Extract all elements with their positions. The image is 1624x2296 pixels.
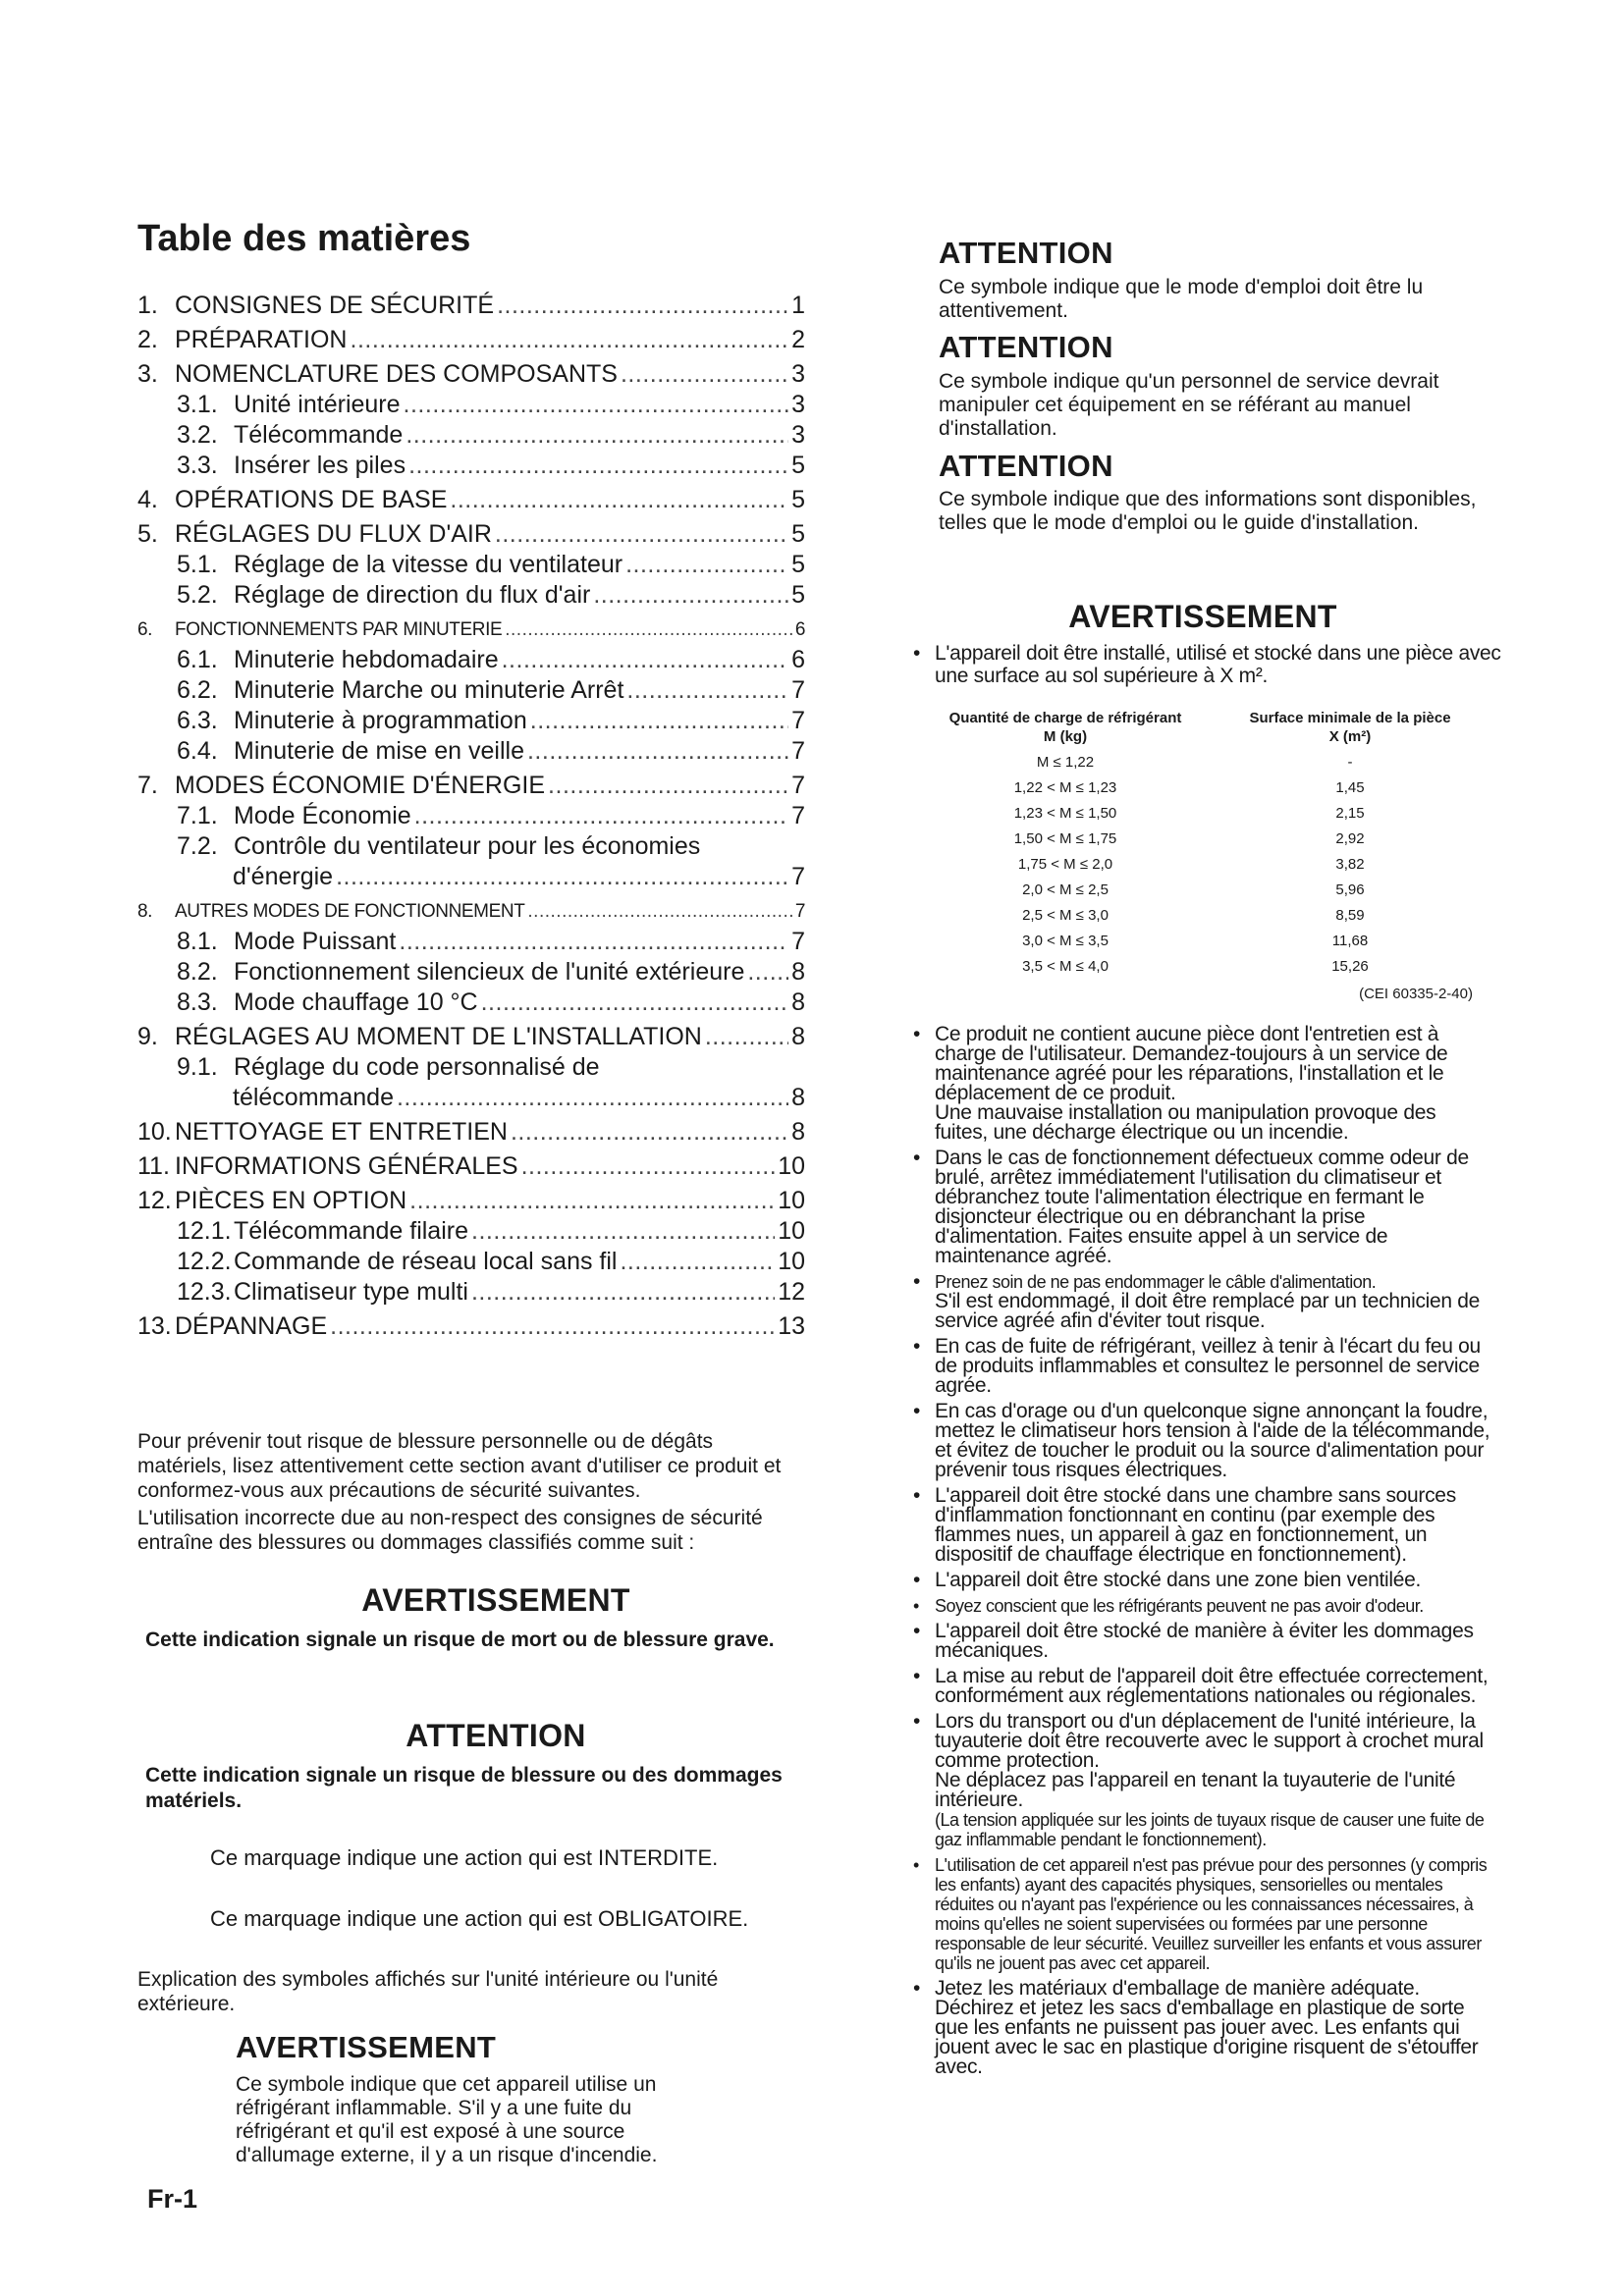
safety-bullet: • L'appareil doit être stocké dans une zone bien ventilée. <box>913 1571 1492 1590</box>
table-reference: (CEI 60335-2-40) <box>1359 986 1473 1002</box>
toc-leader-dots <box>593 580 788 611</box>
toc-entry-page: 8 <box>791 988 805 1016</box>
toc-entry-page: 10 <box>778 1152 805 1180</box>
toc-entry-number: 8. <box>137 901 153 922</box>
toc-entry-page: 3 <box>791 391 805 418</box>
safety-bullet: • Soyez conscient que les réfrigérants peuvent ne pas avoir d'odeur. <box>913 1596 1492 1616</box>
table-row <box>923 852 1492 878</box>
toc-entry-page: 3 <box>791 421 805 449</box>
toc-leader-dots <box>530 706 788 736</box>
table-cell-charge: 2,0 < M ≤ 2,5 <box>1022 881 1109 898</box>
toc-entry[interactable] <box>137 1151 805 1182</box>
toc-entry-page: 8 <box>791 1084 805 1111</box>
attention-heading-3: ATTENTION <box>939 449 1113 483</box>
toc-entry-label: Minuterie de mise en veille <box>234 737 524 765</box>
toc-entry-number: 3.3. <box>177 452 218 479</box>
toc-entry-page: 7 <box>791 863 805 890</box>
toc-entry-page: 7 <box>791 802 805 829</box>
toc-entry-label: Minuterie hebdomadaire <box>234 646 499 673</box>
toc-entry-page: 1 <box>791 292 805 319</box>
toc-entry-page: 13 <box>778 1312 805 1340</box>
toc-entry-number: 12.2. <box>177 1248 232 1275</box>
safety-bullet: • Jetez les matériaux d'emballage de manière adéquate. Déchirez et jetez les sacs d'emballage en plastique de sorte que les enfants ne puissent pas jouer avec. Les enfants qui jouent avec le sac en plastique d'origine risquent de s'étouffer avec. <box>913 1979 1492 2077</box>
toc-entry-number: 5.2. <box>177 581 218 609</box>
toc-leader-dots <box>495 519 788 550</box>
toc-leader-dots <box>705 1022 788 1052</box>
symbols-explanation: Explication des symboles affichés sur l'unité intérieure ou l'unité extérieure. <box>137 1968 719 2015</box>
toc-entry-label: Réglage de la vitesse du ventilateur <box>234 551 623 578</box>
safety-bullet: • Ce produit ne contient aucune pièce dont l'entretien est à charge de l'utilisateur. Demandez-toujours à un service de maintenance agréé pour les réparations, l'installation et le déplacement de ce produit. Une mauvaise installation ou manipulation provoque des fuites, une décharge électrique ou un incendie. <box>913 1025 1492 1143</box>
toc-entry-label: OPÉRATIONS DE BASE <box>175 486 448 513</box>
attention-text-3: Ce symbole indique que des informations sont disponibles, telles que le mode d'emploi ou le guide d'installation. <box>939 488 1477 534</box>
toc-entry[interactable] <box>137 675 805 706</box>
toc-entry-label: FONCTIONNEMENTS PAR MINUTERIE <box>175 619 503 640</box>
toc-entry-label: Réglage de direction du flux d'air <box>234 581 591 609</box>
toc-entry-number: 10. <box>137 1118 172 1146</box>
symbol-warning-text: Ce symbole indique que cet appareil utilise un réfrigérant inflammable. S'il y a une fuite du réfrigérant et qu'il est exposé à une source d'allumage externe, il y a un risque d'incendie. <box>236 2073 658 2166</box>
table-cell-area: 15,26 <box>1331 958 1369 975</box>
toc-entry-number: 5. <box>137 520 158 548</box>
col2-header: Surface minimale de la pièce <box>1249 710 1451 726</box>
toc-entry[interactable] <box>137 1117 805 1148</box>
toc-entry-page: 5 <box>791 486 805 513</box>
toc-entry-label: NETTOYAGE ET ENTRETIEN <box>175 1118 508 1146</box>
toc-entry-number: 5.1. <box>177 551 218 578</box>
toc-entry-label: INFORMATIONS GÉNÉRALES <box>175 1152 518 1180</box>
toc-leader-dots <box>502 645 788 675</box>
toc-entry-page: 5 <box>791 551 805 578</box>
toc-entry-number: 3.1. <box>177 391 218 418</box>
toc-entry-number: 2. <box>137 326 158 353</box>
toc-entry[interactable] <box>137 420 805 451</box>
toc-entry-label: Contrôle du ventilateur pour les économies <box>234 832 701 860</box>
toc-leader-dots <box>747 957 788 988</box>
table-cell-charge: 1,23 < M ≤ 1,50 <box>1013 805 1117 822</box>
toc-entry[interactable] <box>137 957 805 988</box>
toc-entry-page: 5 <box>791 520 805 548</box>
toc-entry[interactable] <box>137 1247 805 1277</box>
toc-entry[interactable] <box>137 580 805 611</box>
attention-heading-2: ATTENTION <box>939 330 1113 364</box>
bullet-extra: S'il est endommagé, il doit être remplacé par un technicien de service agréé afin d'éviter tout risque. <box>935 1290 1481 1332</box>
safety-bullets <box>913 1025 1492 2083</box>
attention-text-2: Ce symbole indique qu'un personnel de service devrait manipuler cet équipement en se référant au manuel d'installation. <box>939 370 1439 440</box>
toc-title: Table des matières <box>137 218 471 259</box>
toc-entry-number: 6.2. <box>177 676 218 704</box>
table-cell-area: 2,15 <box>1335 805 1365 822</box>
toc-entry-number: 8.3. <box>177 988 218 1016</box>
toc-entry-page: 8 <box>791 958 805 986</box>
toc-leader-dots <box>511 1117 788 1148</box>
toc-entry-label: Mode chauffage 10 °C <box>234 988 478 1016</box>
toc-leader-dots <box>409 1186 775 1216</box>
toc-entry-label: Unité intérieure <box>234 391 401 418</box>
toc-entry-number: 9.1. <box>177 1053 218 1081</box>
toc-entry-number: 9. <box>137 1023 158 1050</box>
toc-entry-number: 6.1. <box>177 646 218 673</box>
toc-entry-label: Commande de réseau local sans fil <box>234 1248 618 1275</box>
page-number: Fr-1 <box>147 2184 198 2214</box>
toc-entry[interactable] <box>137 988 805 1018</box>
toc-entry-label: RÉGLAGES DU FLUX D'AIR <box>175 520 492 548</box>
toc-entry-number: 12.3. <box>177 1278 232 1306</box>
toc-entry-page: 6 <box>794 619 805 640</box>
toc-entry-label: Télécommande filaire <box>234 1217 468 1245</box>
toc-entry[interactable] <box>137 550 805 580</box>
toc-entry[interactable] <box>137 736 805 767</box>
toc-leader-dots <box>404 390 789 420</box>
toc-leader-dots <box>521 1151 776 1182</box>
toc-entry-number: 3.2. <box>177 421 218 449</box>
mandatory-note: Ce marquage indique une action qui est OBLIGATOIRE. <box>210 1906 749 1931</box>
toc-entry-page: 12 <box>778 1278 805 1306</box>
toc-entry-number: 11. <box>137 1152 170 1180</box>
toc-leader-dots <box>408 451 788 481</box>
table-row <box>923 827 1492 852</box>
toc-entry-number: 1. <box>137 292 158 319</box>
toc-leader-dots <box>527 736 788 767</box>
toc-entry-label: Mode Économie <box>234 802 411 829</box>
toc-entry[interactable] <box>137 359 805 390</box>
table-cell-area: 1,45 <box>1335 779 1365 796</box>
table-cell-charge: 1,22 < M ≤ 1,23 <box>1013 779 1117 796</box>
table-row <box>923 775 1492 801</box>
toc-entry[interactable] <box>137 1083 805 1113</box>
toc-entry[interactable] <box>137 927 805 957</box>
toc-leader-dots <box>505 614 792 645</box>
table-cell-charge: 1,75 < M ≤ 2,0 <box>1017 856 1113 873</box>
toc-entry-page: 5 <box>791 581 805 609</box>
toc-leader-dots <box>527 896 791 927</box>
col1-unit: M (kg) <box>1043 728 1088 745</box>
toc-entry-label: Insérer les piles <box>234 452 406 479</box>
table-cell-charge: 3,0 < M ≤ 3,5 <box>1022 933 1109 949</box>
toc-entry[interactable] <box>137 390 805 420</box>
table-cell-charge: 1,50 < M ≤ 1,75 <box>1013 830 1117 847</box>
table-row <box>923 801 1492 827</box>
safety-bullet: • Dans le cas de fonctionnement défectueux comme odeur de brulé, arrêtez immédiatement l'utilisation du climatiseur et débranchez toute l'alimentation électrique en fermant le disjoncteur électrique ou en débranchant la prise d'alimentation. Faites ensuite appel à un service de maintenance agréé. <box>913 1148 1492 1266</box>
toc-entry[interactable] <box>137 1022 805 1052</box>
toc-entry-number: 3. <box>137 360 158 388</box>
toc-entry-label: DÉPANNAGE <box>175 1312 328 1340</box>
toc-entry[interactable] <box>137 1311 805 1342</box>
safety-bullet: • L'utilisation de cet appareil n'est pas prévue pour des personnes (y compris les enfants) ayant des capacités physiques, sensorielles ou mentales réduites ou n'ayant pas l'expérience ou les connaissances nécessaires, à moins qu'elles ne soient supervisées ou formées par une personne responsable de leur sécurité. Veuillez surveiller les enfants et vous assurer qu'ils ne jouent pas avec cet appareil. <box>913 1855 1492 1973</box>
table-row <box>923 954 1492 980</box>
room-size-bullet: • L'appareil doit être installé, utilisé et stocké dans une pièce avec une surface au sol supérieure à X m². <box>913 642 1504 687</box>
toc-entry-number: 7.2. <box>177 832 218 860</box>
toc-entry-number: 4. <box>137 486 158 513</box>
toc-entry-label: Fonctionnement silencieux de l'unité extérieure <box>234 958 745 986</box>
safety-bullet: • En cas de fuite de réfrigérant, veillez à tenir à l'écart du feu ou de produits inflammables et consultez le personnel de service agrée. <box>913 1337 1492 1396</box>
toc-entry-page: 7 <box>794 901 805 922</box>
toc-leader-dots <box>397 1083 788 1113</box>
table-row <box>923 878 1492 903</box>
symbol-warning-heading: AVERTISSEMENT <box>236 2030 497 2064</box>
safety-bullet: • La mise au rebut de l'appareil doit être effectuée correctement, conformément aux réglementations nationales ou régionales. <box>913 1667 1492 1706</box>
table-row <box>923 929 1492 954</box>
toc-leader-dots <box>626 675 788 706</box>
safety-bullet <box>913 1272 1492 1331</box>
refrigerant-table <box>923 709 1492 1007</box>
table-cell-area: 11,68 <box>1331 933 1369 949</box>
table-cell-area: - <box>1347 754 1353 771</box>
toc-entry-label: Mode Puissant <box>234 928 397 955</box>
bullet-text: Lors du transport ou d'un déplacement de l'unité intérieure, la tuyauterie doit être recouverte avec le support à crochet mural comme protection. Ne déplacez pas l'appareil en tenant la tuyauterie de l'unité intérieure. <box>935 1710 1484 1811</box>
toc-entry-page: 7 <box>791 928 805 955</box>
toc-entry-page: 7 <box>791 676 805 704</box>
toc-leader-dots <box>399 927 788 957</box>
safety-bullet: • L'appareil doit être stocké dans une chambre sans sources d'inflammation fonctionnant en continu (par exemple des flammes nues, un appareil à gaz en fonctionnement, un dispositif de chauffage électrique en fonctionnement). <box>913 1486 1492 1565</box>
toc-entry[interactable] <box>137 831 805 862</box>
toc-entry-number: 12.1. <box>177 1217 232 1245</box>
safety-bullet: • En cas d'orage ou d'un quelconque signe annonçant la foudre, mettez le climatiseur hors tension à l'aide de la télécommande, et évitez de toucher le produit ou la source d'alimentation pour prévenir tous risques électriques. <box>913 1402 1492 1480</box>
toc-entry-number: 7.1. <box>177 802 218 829</box>
caution-text: Cette indication signale un risque de blessure ou des dommages matériels. <box>145 1764 783 1812</box>
toc-leader-dots <box>621 359 788 390</box>
table-cell-area: 3,82 <box>1335 856 1365 873</box>
toc-entry-page: 3 <box>791 360 805 388</box>
toc-entry[interactable] <box>137 1052 805 1083</box>
toc-entry-number: 6.4. <box>177 737 218 765</box>
toc-entry[interactable] <box>137 862 805 892</box>
toc-entry-label: Climatiseur type multi <box>234 1278 468 1306</box>
toc-leader-dots <box>481 988 788 1018</box>
toc-entry-label: d'énergie <box>233 863 334 890</box>
toc-entry[interactable] <box>137 291 805 321</box>
toc-entry-page: 8 <box>791 1023 805 1050</box>
toc-entry-page: 7 <box>791 772 805 799</box>
toc-entry-label: CONSIGNES DE SÉCURITÉ <box>175 292 495 319</box>
toc-entry-number: 6. <box>137 619 153 640</box>
table-row <box>923 750 1492 775</box>
toc-entry-label: PIÈCES EN OPTION <box>175 1187 407 1214</box>
toc-leader-dots <box>620 1247 775 1277</box>
col1-header: Quantité de charge de réfrigérant <box>948 710 1182 726</box>
toc-leader-dots <box>497 291 788 321</box>
toc-entry[interactable] <box>137 1277 805 1308</box>
toc-entry-number: 13. <box>137 1312 172 1340</box>
toc-entry-page: 2 <box>791 326 805 353</box>
toc-entry-number: 8.2. <box>177 958 218 986</box>
intro-paragraph: Pour prévenir tout risque de blessure personnelle ou de dégâts matériels, lisez attentivement cette section avant d'utiliser ce produit et conformez-vous aux précautions de sécurité suivantes. <box>137 1430 782 1502</box>
toc-leader-dots <box>336 862 788 892</box>
table-cell-charge: 2,5 < M ≤ 3,0 <box>1022 907 1109 924</box>
toc-entry-page: 6 <box>791 646 805 673</box>
table-row <box>923 903 1492 929</box>
toc-leader-dots <box>548 771 788 801</box>
toc-leader-dots <box>450 485 788 515</box>
caution-heading: ATTENTION <box>406 1718 586 1753</box>
table-cell-charge: M ≤ 1,22 <box>1036 754 1095 771</box>
toc-entry[interactable] <box>137 1186 805 1216</box>
safety-bullet <box>913 1712 1492 1849</box>
table-cell-area: 8,59 <box>1335 907 1365 924</box>
toc-entry-number: 12. <box>137 1187 172 1214</box>
toc-entry-number: 8.1. <box>177 928 218 955</box>
toc-leader-dots <box>406 420 788 451</box>
toc-entry[interactable] <box>137 519 805 550</box>
toc-leader-dots <box>330 1311 775 1342</box>
table-cell-charge: 3,5 < M ≤ 4,0 <box>1022 958 1109 975</box>
toc-entry-label: MODES ÉCONOMIE D'ÉNERGIE <box>175 772 546 799</box>
toc-entry-page: 5 <box>791 452 805 479</box>
toc-entry-label: AUTRES MODES DE FONCTIONNEMENT <box>175 901 525 922</box>
toc-entry[interactable] <box>137 1216 805 1247</box>
toc-leader-dots <box>351 325 789 355</box>
toc-entry[interactable] <box>137 645 805 675</box>
toc-entry-page: 7 <box>791 707 805 734</box>
toc-entry[interactable] <box>137 771 805 801</box>
right-warning-heading: AVERTISSEMENT <box>1068 599 1337 634</box>
warning-heading: AVERTISSEMENT <box>361 1582 630 1618</box>
toc-leader-dots <box>471 1277 775 1308</box>
toc-entry[interactable] <box>137 325 805 355</box>
toc-entry-label: NOMENCLATURE DES COMPOSANTS <box>175 360 618 388</box>
toc-entry-page: 10 <box>778 1187 805 1214</box>
toc-entry-page: 10 <box>778 1217 805 1245</box>
toc-entry[interactable] <box>137 485 805 515</box>
toc-entry[interactable] <box>137 706 805 736</box>
toc-leader-dots <box>471 1216 775 1247</box>
bullet-text: • Prenez soin de ne pas endommager le câble d'alimentation. <box>935 1272 1377 1292</box>
table-cell-area: 5,96 <box>1335 881 1365 898</box>
toc-entry-page: 10 <box>778 1248 805 1275</box>
toc-entry-number: 7. <box>137 772 158 799</box>
attention-heading-1: ATTENTION <box>939 236 1113 270</box>
toc-leader-dots <box>625 550 788 580</box>
warning-text: Cette indication signale un risque de mort ou de blessure grave. <box>145 1629 775 1651</box>
toc-entry-label: Réglage du code personnalisé de <box>234 1053 600 1081</box>
toc-entry[interactable] <box>137 896 805 927</box>
toc-entry-label: Télécommande <box>234 421 404 449</box>
table-header <box>923 709 1492 746</box>
toc-entry[interactable] <box>137 801 805 831</box>
toc-entry-label: télécommande <box>233 1084 394 1111</box>
prohibited-note: Ce marquage indique une action qui est INTERDITE. <box>210 1845 719 1870</box>
toc-entry-page: 7 <box>791 737 805 765</box>
toc-entry-label: PRÉPARATION <box>175 326 348 353</box>
table-cell-area: 2,92 <box>1335 830 1365 847</box>
bullet-extra: (La tension appliquée sur les joints de tuyaux risque de causer une fuite de gaz inflammable pendant le fonctionnement). <box>935 1810 1485 1849</box>
toc-entry-number: 6.3. <box>177 707 218 734</box>
attention-text-1: Ce symbole indique que le mode d'emploi doit être lu attentivement. <box>939 276 1424 322</box>
safety-bullet: • L'appareil doit être stocké de manière à éviter les dommages mécaniques. <box>913 1622 1492 1661</box>
col2-unit: X (m²) <box>1328 728 1372 745</box>
table-of-contents <box>137 291 805 1342</box>
toc-entry-label: Minuterie à programmation <box>234 707 527 734</box>
toc-leader-dots <box>414 801 788 831</box>
toc-entry[interactable] <box>137 451 805 481</box>
toc-entry-label: RÉGLAGES AU MOMENT DE L'INSTALLATION <box>175 1023 702 1050</box>
intro-paragraph-2: L'utilisation incorrecte due au non-respect des consignes de sécurité entraîne des blessures ou dommages classifiés comme suit : <box>137 1507 763 1554</box>
toc-entry-label: Minuterie Marche ou minuterie Arrêt <box>234 676 624 704</box>
toc-entry-page: 8 <box>791 1118 805 1146</box>
toc-entry[interactable] <box>137 614 805 645</box>
